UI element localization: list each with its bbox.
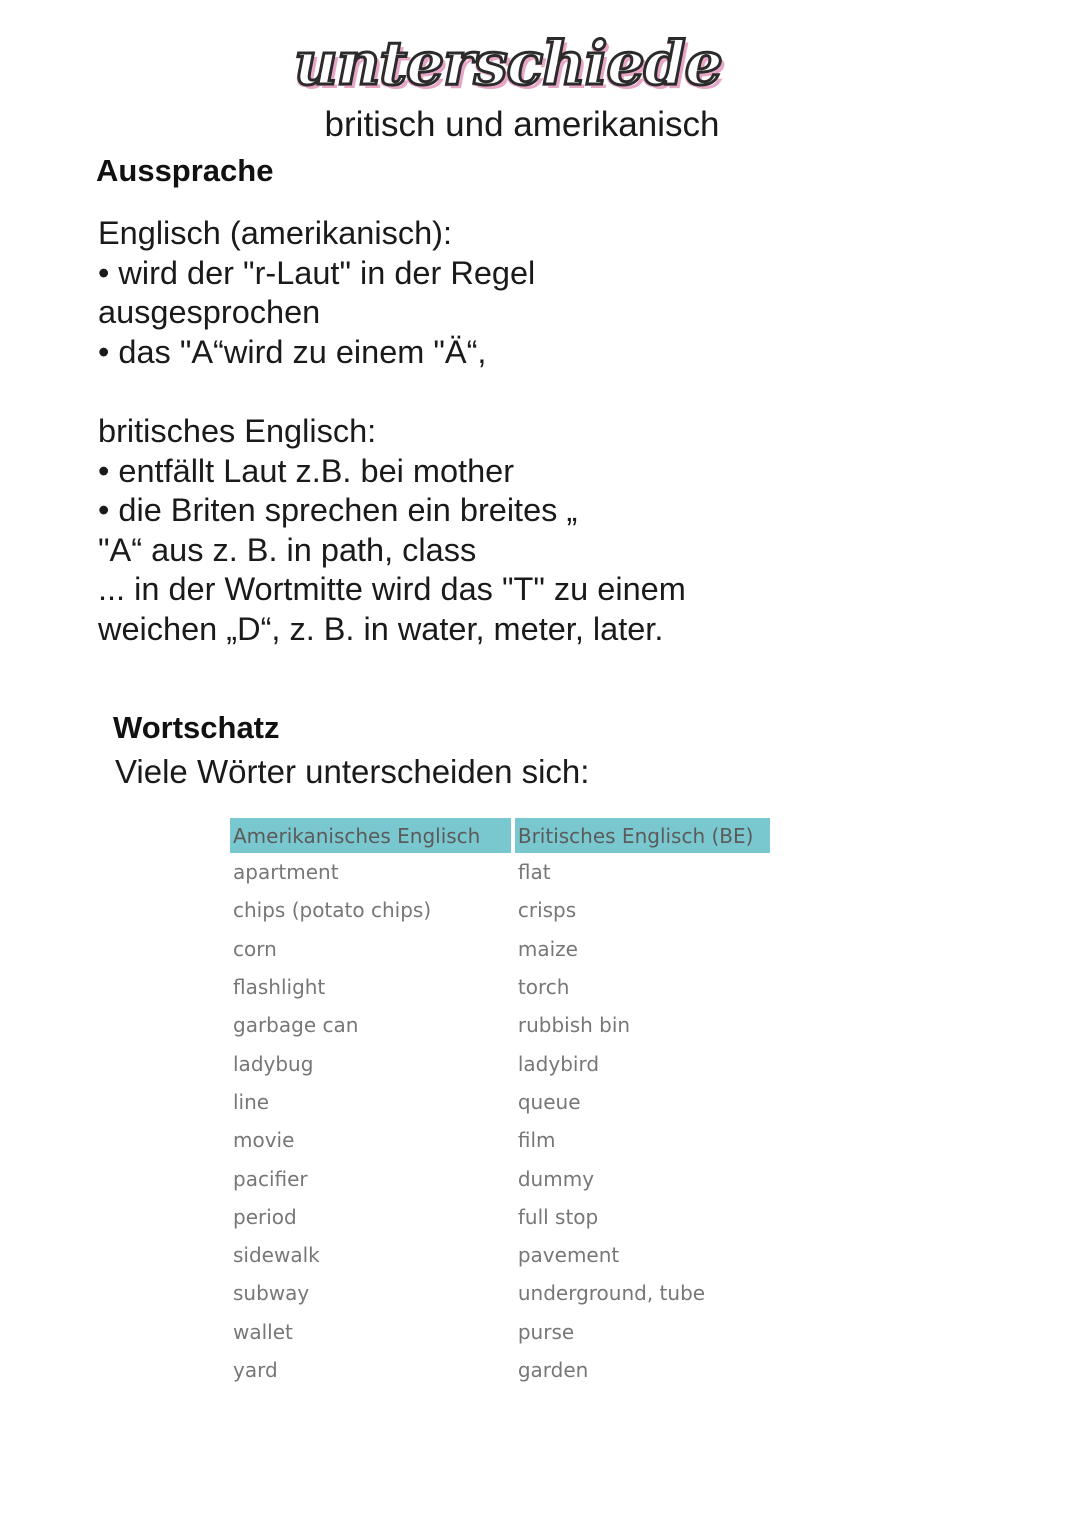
british-line: • die Briten sprechen ein breites „ [98,492,578,529]
table-row [230,1313,770,1351]
vocabulary-intro: Viele Wörter unterscheiden sich: [115,753,590,790]
table-row [230,891,770,929]
american-word: corn [233,936,277,961]
table-row [230,930,770,968]
british-word: film [517,1128,556,1153]
american-word: ladybug [233,1051,314,1076]
british-word: purse [517,1319,575,1344]
table-row [230,1236,770,1274]
table-row [230,1159,770,1197]
british-word: ladybird [517,1051,600,1076]
column-header-british: Britisches Englisch (BE) [515,818,770,853]
table-row [230,1083,770,1121]
american-word: chips (potato chips) [233,898,432,923]
british-word: flat [517,860,551,885]
table-header-row [230,818,770,853]
table-row [230,1044,770,1082]
american-word: line [233,1089,270,1114]
american-word: garbage can [233,1013,359,1038]
paragraph-gap [98,372,998,412]
page-subtitle: britisch und amerikanisch [324,105,720,144]
british-word: pavement [517,1243,620,1268]
column-header-american: Amerikanisches Englisch [230,818,515,853]
british-word: dummy [517,1166,595,1191]
british-word: queue [517,1089,581,1114]
table-row [230,1006,770,1044]
american-line: ausgesprochen [98,294,321,331]
table-row [230,968,770,1006]
american-word: sidewalk [233,1243,320,1268]
vocabulary-table [230,818,770,1389]
pronunciation-block [98,214,998,650]
american-line: • das "A“wird zu einem "Ä“, [98,333,487,370]
british-line: • entfällt Laut z.B. bei mother [98,452,515,489]
table-row [230,853,770,891]
british-word: underground, tube [517,1281,706,1306]
american-word: movie [233,1128,295,1153]
british-word: garden [517,1358,589,1382]
table-row [230,1121,770,1159]
british-word: maize [517,936,578,961]
american-word: subway [233,1281,310,1306]
american-word: period [233,1204,297,1229]
british-word: torch [517,975,570,1000]
american-label: Englisch (amerikanisch): [98,215,453,251]
table-row [230,1351,770,1389]
american-line: • wird der "r-Laut" in der Regel [98,254,536,291]
section-heading-wortschatz: Wortschatz [113,710,280,745]
american-word: flashlight [233,975,326,1000]
table-row [230,1274,770,1312]
british-word: full stop [517,1204,599,1229]
american-word: yard [233,1358,278,1382]
british-line: weichen „D“, z. B. in water, meter, later. [98,610,664,647]
american-word: wallet [233,1319,293,1344]
british-line: "A“ aus z. B. in path, class [98,531,477,568]
american-word: apartment [233,860,339,885]
british-label: britisches Englisch: [98,412,377,449]
british-word: crisps [517,898,577,923]
british-line: ... in der Wortmitte wird das "T" zu einem [98,571,686,608]
page-title: unterschiede [294,29,722,99]
section-heading-aussprache: Aussprache [96,153,274,188]
british-word: rubbish bin [517,1013,631,1038]
table-row [230,1198,770,1236]
american-word: pacifier [233,1166,308,1191]
